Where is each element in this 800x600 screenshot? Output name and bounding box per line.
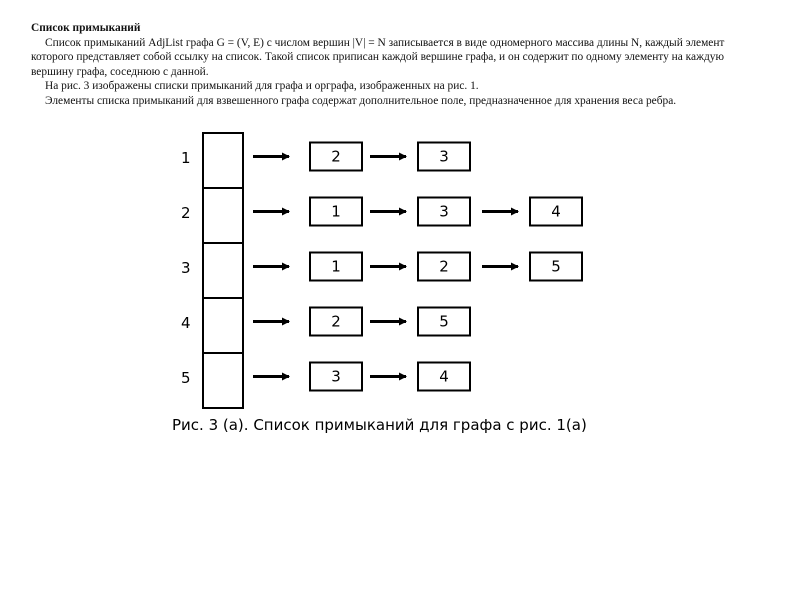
array-cell [203, 298, 243, 353]
node-value: 4 [551, 202, 561, 221]
paragraph-weighted-graph: Элементы списка примыканий для взвешенного графа содержат дополнительное поле, предназначенное для хранения веса ребра. [45, 94, 677, 107]
diagram-content [181, 133, 582, 408]
paragraph-definition: Список примыканий AdjList графа G = (V, E) с числом вершин |V| = N записывается в виде одномерного массива длины N, каждый элемент которого представляет собой ссылку на список. Такой список приписан каждой вершине графа, и он содержит по одному элементу на каждую вершину графа, соседнюю с данной. [31, 36, 725, 78]
node-value: 3 [439, 147, 449, 166]
node-value: 5 [439, 312, 449, 331]
vertex-label: 2 [181, 204, 191, 222]
vertex-label: 4 [181, 314, 191, 332]
section-title: Список примыканий [31, 22, 141, 34]
vertex-label: 5 [181, 369, 191, 387]
node-value: 2 [331, 147, 341, 166]
node-value: 5 [551, 257, 561, 276]
array-cell [203, 353, 243, 408]
node-value: 1 [331, 202, 341, 221]
vertex-label: 3 [181, 259, 191, 277]
array-cell [203, 243, 243, 298]
array-cell [203, 188, 243, 243]
node-value: 2 [439, 257, 449, 276]
node-value: 3 [331, 367, 341, 386]
figure-caption: Рис. 3 (a). Список примыканий для графа с рис. 1(a) [172, 416, 587, 434]
array-cell [203, 133, 243, 188]
vertex-label: 1 [181, 149, 191, 167]
node-value: 4 [439, 367, 449, 386]
paragraph-figure-reference: На рис. 3 изображены списки примыканий для графа и орграфа, изображенных на рис. 1. [45, 80, 479, 93]
node-value: 2 [331, 312, 341, 331]
node-value: 1 [331, 257, 341, 276]
node-value: 3 [439, 202, 449, 221]
